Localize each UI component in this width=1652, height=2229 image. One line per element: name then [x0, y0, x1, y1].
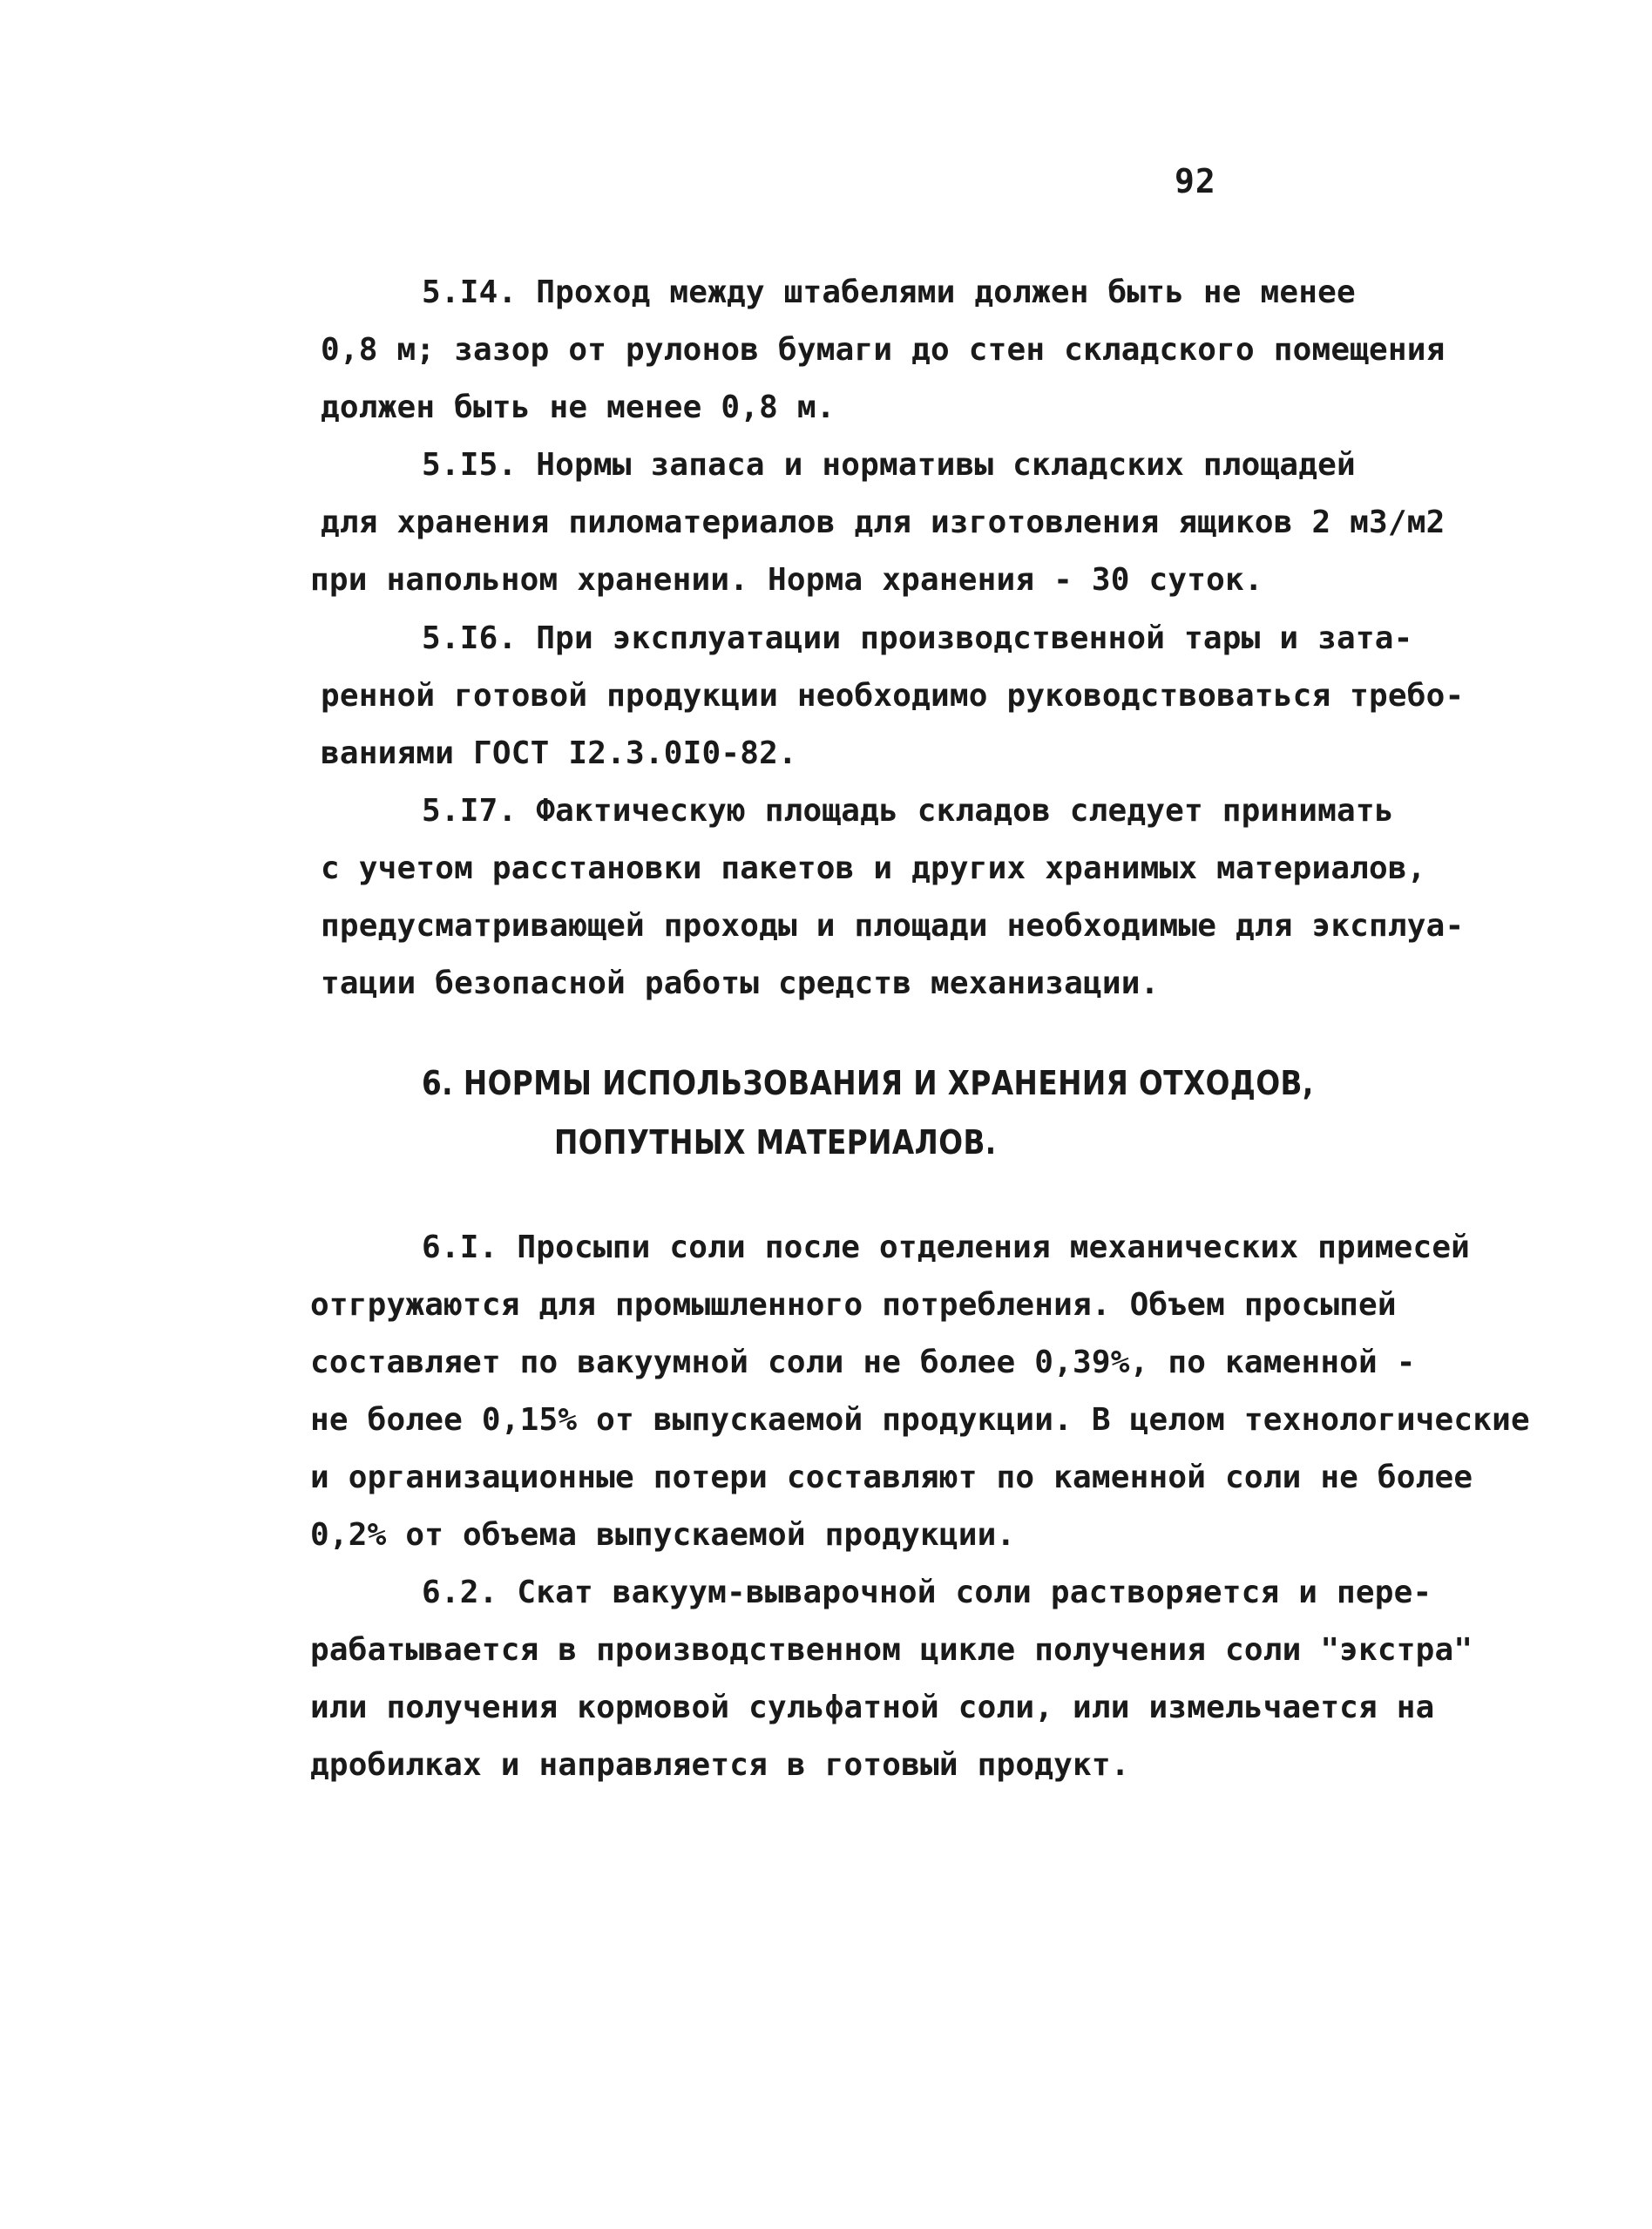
section-5-16-line-3: ваниями ГОСТ I2.3.0I0-82. — [321, 735, 797, 771]
section-5-17-line-4: тации безопасной работы средств механизации. — [321, 965, 1160, 1001]
section-6-2-line-3: или получения кормовой сульфатной соли, или измельчается на — [310, 1690, 1435, 1725]
section-6-2-line-1: 6.2. Скат вакуум-выварочной соли растворяется и пере- — [422, 1575, 1432, 1610]
section-6-1-line-1: 6.I. Просыпи соли после отделения механических примесей — [422, 1230, 1471, 1265]
section-6-1-line-2: отгружаются для промышленного потребления. Объем просыпей — [310, 1287, 1397, 1323]
section-5-14-line-2: 0,8 м; зазор от рулонов бумаги до стен складского помещения — [321, 332, 1446, 368]
section-5-17-line-2: с учетом расстановки пакетов и других хранимых материалов, — [321, 850, 1426, 886]
section-6-heading-line-2: ПОПУТНЫХ МАТЕРИАЛОВ. — [554, 1123, 997, 1162]
section-6-2-line-2: рабатывается в производственном цикле получения соли "экстра" — [310, 1632, 1473, 1668]
section-5-16-line-1: 5.I6. При эксплуатации производственной тары и зата- — [422, 620, 1413, 656]
section-5-16-line-2: ренной готовой продукции необходимо руководствоваться требо- — [321, 678, 1465, 714]
section-6-heading-line-1: 6. НОРМЫ ИСПОЛЬЗОВАНИЯ И ХРАНЕНИЯ ОТХОДОВ, — [422, 1064, 1314, 1102]
section-6-1-line-6: 0,2% от объема выпускаемой продукции. — [310, 1517, 1016, 1553]
section-6-1-line-5: и организационные потери составляют по каменной соли не более — [310, 1460, 1473, 1495]
section-5-17-line-3: предусматривающей проходы и площади необходимые для эксплуа- — [321, 908, 1465, 944]
section-5-14-line-1: 5.I4. Проход между штабелями должен быть не менее — [422, 274, 1356, 310]
section-5-14-line-3: должен быть не менее 0,8 м. — [321, 390, 836, 425]
section-5-17-line-1: 5.I7. Фактическую площадь складов следует принимать — [422, 793, 1394, 829]
section-6-1-line-3: составляет по вакуумной соли не более 0,39%, по каменной - — [310, 1345, 1416, 1380]
section-5-15-line-2: для хранения пиломатериалов для изготовления ящиков 2 м3/м2 — [321, 505, 1446, 540]
section-5-15-line-1: 5.I5. Нормы запаса и нормативы складских площадей — [422, 447, 1356, 483]
section-6-1-line-4: не более 0,15% от выпускаемой продукции. В целом технологические — [310, 1402, 1530, 1438]
page-number: 92 — [1175, 162, 1216, 200]
section-6-2-line-4: дробилках и направляется в готовый продукт. — [310, 1747, 1130, 1783]
section-5-15-line-3: при напольном хранении. Норма хранения - 30 суток. — [310, 562, 1263, 598]
